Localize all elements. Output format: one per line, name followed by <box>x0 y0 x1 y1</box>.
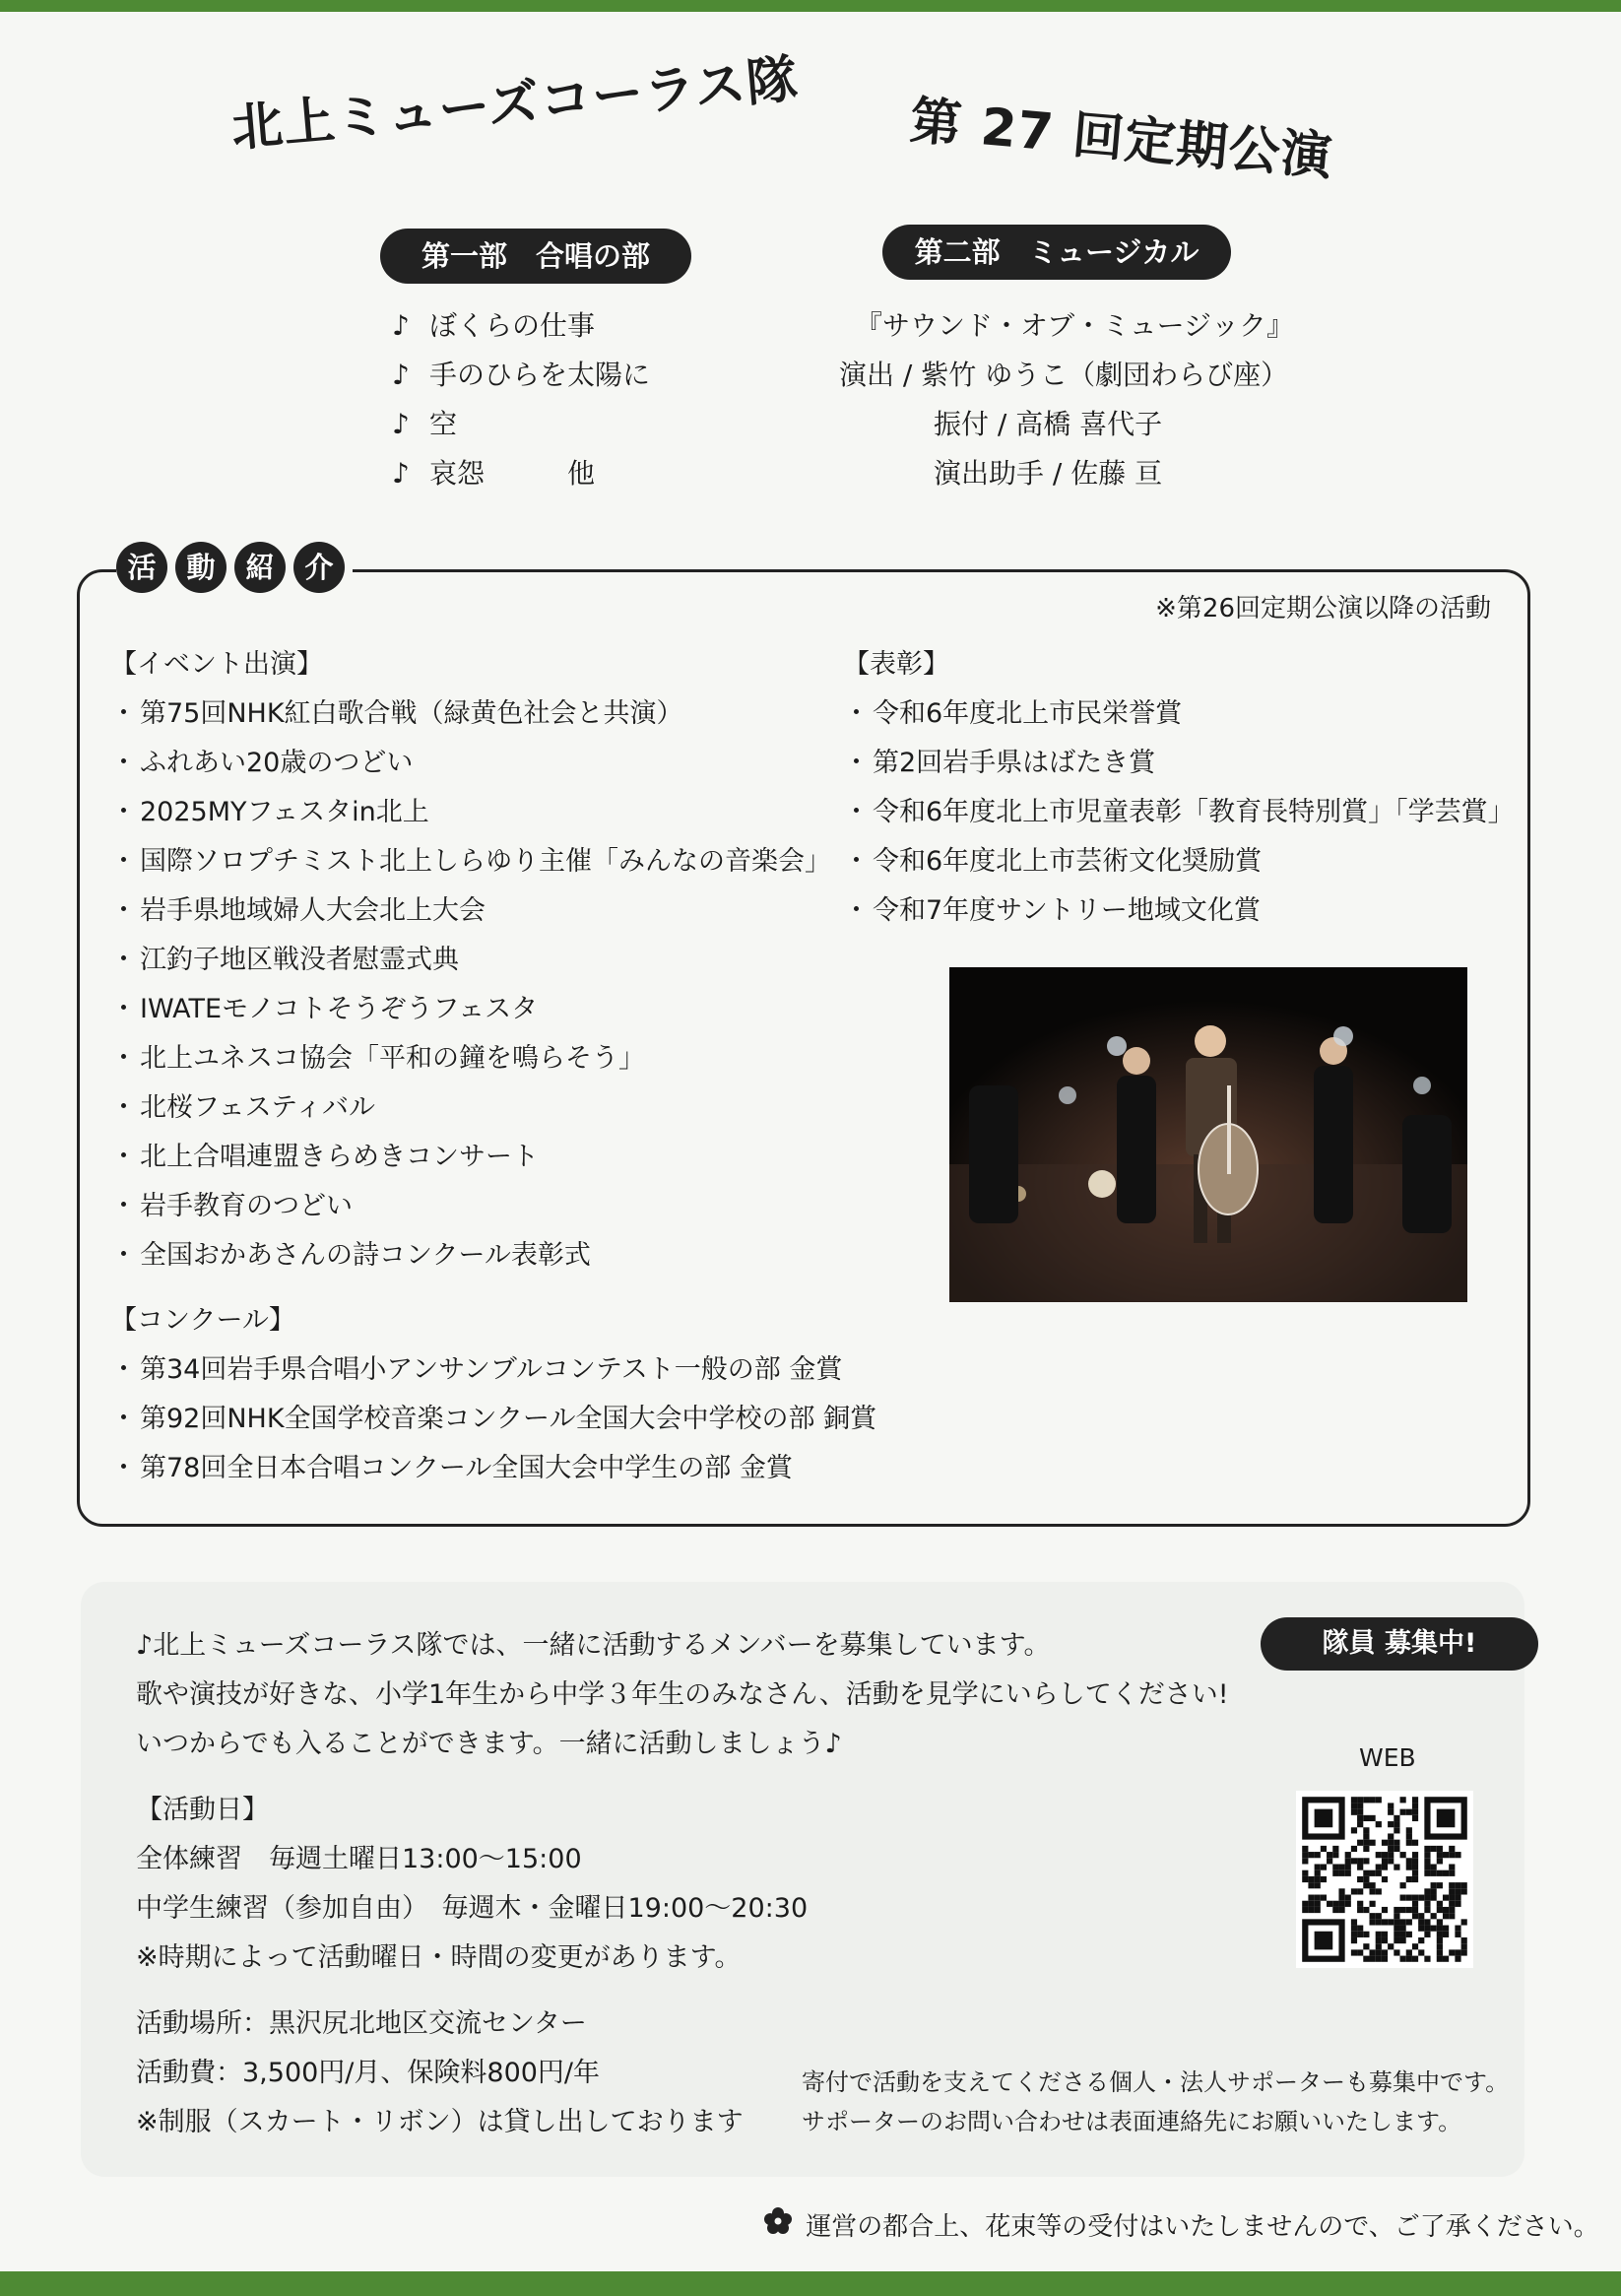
stage-photo-illustration <box>949 967 1467 1302</box>
web-label: WEB <box>1359 1743 1416 1772</box>
recruiting-badge: 隊員 募集中! <box>1261 1617 1538 1671</box>
list-item: ・ 第2回岩手県はばたき賞 <box>843 739 1515 788</box>
practice-junior-high: 中学生練習（参加自由） 毎週木・金曜日19:00～20:30 <box>136 1893 809 1924</box>
recruit-intro-1: ♪北上ミューズコーラス隊では、一緒に活動するメンバーを募集しています。 <box>136 1630 1051 1661</box>
events-heading: 【イベント出演】 <box>110 649 323 680</box>
list-item: ・ 北上ユネスコ協会「平和の鐘を鳴らそう」 <box>110 1034 876 1083</box>
schedule-change-note: ※時期によって活動曜日・時間の変更があります。 <box>136 1942 742 1973</box>
list-item: ・ 第78回全日本合唱コンクール全国大会中学生の部 金賞 <box>110 1444 876 1493</box>
list-item: ・ 岩手県地域婦人大会北上大会 <box>110 886 876 936</box>
list-item: ・ ふれあい20歳のつどい <box>110 739 876 788</box>
qr-code-icon[interactable] <box>1296 1791 1473 1968</box>
song-item: ♪ 哀怨 他 <box>392 449 650 498</box>
supporter-note: 寄付で活動を支えてくださる個人・法人サポーターも募集中です。 サポーターのお問い合わせは表面連絡先にお願いいたします。 <box>802 2068 1510 2135</box>
uniform-note: ※制服（スカート・リボン）は貸し出しております <box>136 2107 744 2137</box>
list-item: ・ 2025MYフェスタin北上 <box>110 788 876 837</box>
flower-icon <box>764 2207 798 2242</box>
activities-heading: 活 動 紹 介 <box>116 540 353 599</box>
list-item: ・ 江釣子地区戦没者慰霊式典 <box>110 936 876 985</box>
musical-title: 『サウンド・オブ・ミュージック』 <box>855 309 1295 342</box>
footer-note: 運営の都合上、花束等の受付はいたしませんので、ご了承ください。 <box>764 2206 1599 2243</box>
list-item: ・ 第92回NHK全国学校音楽コンクール全国大会中学校の部 銅賞 <box>110 1395 876 1444</box>
musical-choreographer: 振付 / 高橋 喜代子 <box>934 408 1163 440</box>
activity-days-heading: 【活動日】 <box>136 1795 269 1825</box>
list-item: ・ 国際ソロプチミスト北上しらゆり主催「みんなの音楽会」 <box>110 837 876 886</box>
top-border <box>0 0 1621 12</box>
list-item: ・ 令和7年度サントリー地域文化賞 <box>843 886 1515 936</box>
activities-period-note: ※第26回定期公演以降の活動 <box>1155 594 1491 623</box>
song-item: ♪ ぼくらの仕事 <box>392 301 650 351</box>
list-item: ・ 北上合唱連盟きらめきコンサート <box>110 1133 876 1182</box>
list-item: ・ 全国おかあさんの詩コンクール表彰式 <box>110 1231 876 1280</box>
music-note-icon: ♪ <box>392 309 410 342</box>
part2-badge: 第二部 ミュージカル <box>882 225 1231 280</box>
list-item: ・ 令和6年度北上市民栄誉賞 <box>843 689 1515 739</box>
recruit-intro-3: いつからでも入ることができます。一緒に活動しましょう♪ <box>136 1729 842 1759</box>
awards-heading: 【表彰】 <box>843 649 949 680</box>
song-item: ♪ 空 <box>392 400 650 449</box>
activity-fee: 活動費：3,500円/月、保険料800円/年 <box>136 2058 601 2088</box>
musical-assistant-director: 演出助手 / 佐藤 亘 <box>934 457 1163 490</box>
list-item: ・ IWATEモノコトそうぞうフェスタ <box>110 985 876 1034</box>
title-concert-number: 第 27 回定期公演 <box>907 91 1335 188</box>
practice-all: 全体練習 毎週土曜日13:00～15:00 <box>136 1844 582 1874</box>
contest-heading: 【コンクール】 <box>110 1305 295 1336</box>
music-note-icon: ♪ <box>392 457 410 490</box>
list-item: ・ 令和6年度北上市児童表彰「教育長特別賞」「学芸賞」 <box>843 788 1515 837</box>
recruit-intro-2: 歌や演技が好きな、小学1年生から中学３年生のみなさん、活動を見学にいらしてください! <box>136 1679 1229 1710</box>
music-note-icon: ♪ <box>392 359 410 391</box>
list-item: ・ 北桜フェスティバル <box>110 1083 876 1133</box>
concert-title <box>225 49 1406 207</box>
list-item: ・ 令和6年度北上市芸術文化奨励賞 <box>843 837 1515 886</box>
part1-song-list <box>392 301 650 498</box>
qr-code-graphic <box>1296 1791 1473 1968</box>
stage-photo <box>949 967 1467 1302</box>
list-item: ・ 第34回岩手県合唱小アンサンブルコンテスト一般の部 金賞 <box>110 1345 876 1395</box>
list-item: ・ 第75回NHK紅白歌合戦（緑黄色社会と共演） <box>110 689 876 739</box>
activity-place: 活動場所：黒沢尻北地区交流センター <box>136 2008 587 2039</box>
events-list <box>110 640 876 1493</box>
awards-list <box>843 640 1515 936</box>
list-item: ・ 岩手教育のつどい <box>110 1182 876 1231</box>
music-note-icon: ♪ <box>392 408 410 440</box>
song-item: ♪ 手のひらを太陽に <box>392 351 650 400</box>
bottom-border <box>0 2271 1621 2296</box>
part1-badge: 第一部 合唱の部 <box>380 229 691 284</box>
musical-director: 演出 / 紫竹 ゆうこ（劇団わらび座） <box>839 359 1289 391</box>
title-group-name: 北上ミューズコーラス隊 <box>228 49 802 160</box>
